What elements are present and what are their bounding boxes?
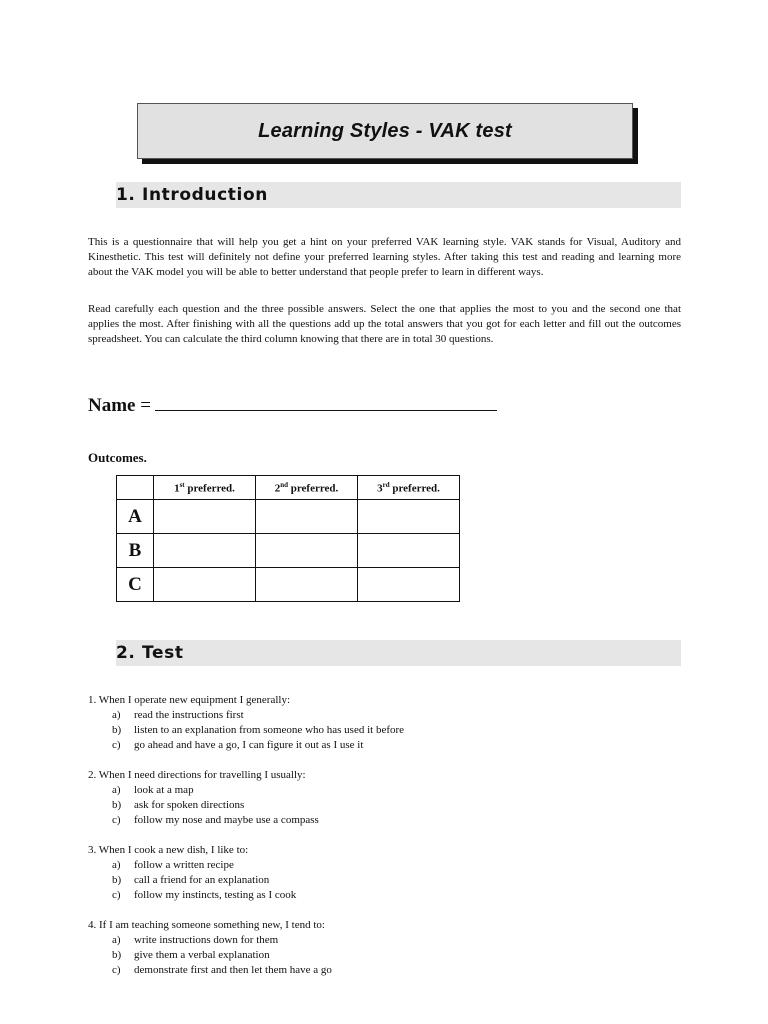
outcomes-cell[interactable]: [256, 534, 358, 568]
answer-option-a[interactable]: [88, 933, 688, 948]
answer-option-c[interactable]: [88, 963, 688, 978]
question-2: [88, 768, 688, 828]
intro-paragraph-1: This is a questionnaire that will help you get a hint on your preferred VAK learning style. VAK stands for Visual, Auditory and Kinesthetic. This test will definitely not define your preferred learning styles. After taking this test and reading and learning more about the VAK model you will be able to better understand that people prefer to learn in different ways.: [88, 236, 681, 278]
outcomes-column-1st: 1st preferred.: [154, 476, 256, 500]
option-text: follow my nose and maybe use a compass: [134, 814, 319, 826]
option-letter: c): [112, 964, 121, 976]
option-letter: a): [112, 934, 121, 946]
outcomes-row-b: [117, 534, 460, 568]
section-heading-test: [116, 640, 681, 666]
section-heading-introduction: [116, 182, 681, 208]
name-field: [88, 392, 497, 417]
section-title: Introduction: [142, 185, 268, 205]
option-letter: c): [112, 739, 121, 751]
answer-option-c[interactable]: [88, 813, 688, 828]
question-1: [88, 693, 688, 753]
option-text: give them a verbal explanation: [134, 949, 270, 961]
option-letter: c): [112, 814, 121, 826]
document-title: Learning Styles - VAK test: [137, 103, 633, 159]
outcomes-cell[interactable]: [154, 534, 256, 568]
answer-option-a[interactable]: [88, 858, 688, 873]
question-list: [88, 693, 688, 993]
question-text: 1. When I operate new equipment I generally:: [88, 694, 290, 706]
name-equals: =: [135, 395, 151, 416]
question-text: 4. If I am teaching someone something new, I tend to:: [88, 919, 325, 931]
outcomes-row-a: [117, 500, 460, 534]
option-letter: b): [112, 874, 122, 886]
outcomes-cell[interactable]: [256, 500, 358, 534]
outcomes-column-3rd: 3rd preferred.: [358, 476, 460, 500]
outcomes-cell[interactable]: [358, 500, 460, 534]
outcomes-row-c: [117, 568, 460, 602]
option-letter: a): [112, 784, 121, 796]
outcomes-cell[interactable]: [154, 568, 256, 602]
option-text: look at a map: [134, 784, 194, 796]
option-letter: b): [112, 949, 122, 961]
name-blank-line[interactable]: [155, 392, 497, 411]
question-text: 2. When I need directions for travelling I usually:: [88, 769, 306, 781]
answer-option-b[interactable]: [88, 798, 688, 813]
answer-option-b[interactable]: [88, 873, 688, 888]
outcomes-table: [116, 475, 460, 602]
option-letter: b): [112, 799, 122, 811]
intro-paragraph-2: Read carefully each question and the three possible answers. Select the one that applies the most to you and the second one that applies the most. After finishing with all the questions add up the total answers that you got for each letter and fill out the outcomes spreadsheet. You can calculate the third column knowing that there are in total 30 questions.: [88, 303, 681, 345]
section-title: Test: [142, 643, 184, 663]
answer-option-a[interactable]: [88, 708, 688, 723]
outcomes-cell[interactable]: [256, 568, 358, 602]
option-text: call a friend for an explanation: [134, 874, 270, 886]
option-text: read the instructions first: [134, 709, 244, 721]
answer-option-b[interactable]: [88, 948, 688, 963]
outcomes-header-row: [117, 476, 460, 500]
question-4: [88, 918, 688, 978]
option-text: write instructions down for them: [134, 934, 279, 946]
outcomes-row-label: A: [117, 500, 154, 534]
outcomes-cell[interactable]: [358, 534, 460, 568]
answer-option-c[interactable]: [88, 888, 688, 903]
answer-option-c[interactable]: [88, 738, 688, 753]
question-3: [88, 843, 688, 903]
option-text: listen to an explanation from someone who has used it before: [134, 724, 405, 736]
outcomes-cell[interactable]: [154, 500, 256, 534]
outcomes-cell[interactable]: [358, 568, 460, 602]
outcomes-corner-cell: [117, 476, 154, 500]
option-text: follow my instincts, testing as I cook: [134, 889, 297, 901]
answer-option-b[interactable]: [88, 723, 688, 738]
answer-option-a[interactable]: [88, 783, 688, 798]
name-label: Name: [88, 395, 136, 416]
option-text: ask for spoken directions: [134, 799, 245, 811]
option-letter: b): [112, 724, 122, 736]
option-text: demonstrate first and then let them have a go: [134, 964, 332, 976]
option-text: go ahead and have a go, I can figure it out as I use it: [134, 739, 364, 751]
option-letter: a): [112, 709, 121, 721]
section-number: 2.: [116, 643, 136, 663]
outcomes-label: Outcomes.: [88, 450, 147, 465]
question-text: 3. When I cook a new dish, I like to:: [88, 844, 249, 856]
outcomes-row-label: B: [117, 534, 154, 568]
option-text: follow a written recipe: [134, 859, 234, 871]
outcomes-row-label: C: [117, 568, 154, 602]
section-number: 1.: [116, 185, 136, 205]
option-letter: a): [112, 859, 121, 871]
option-letter: c): [112, 889, 121, 901]
outcomes-column-2nd: 2nd preferred.: [256, 476, 358, 500]
